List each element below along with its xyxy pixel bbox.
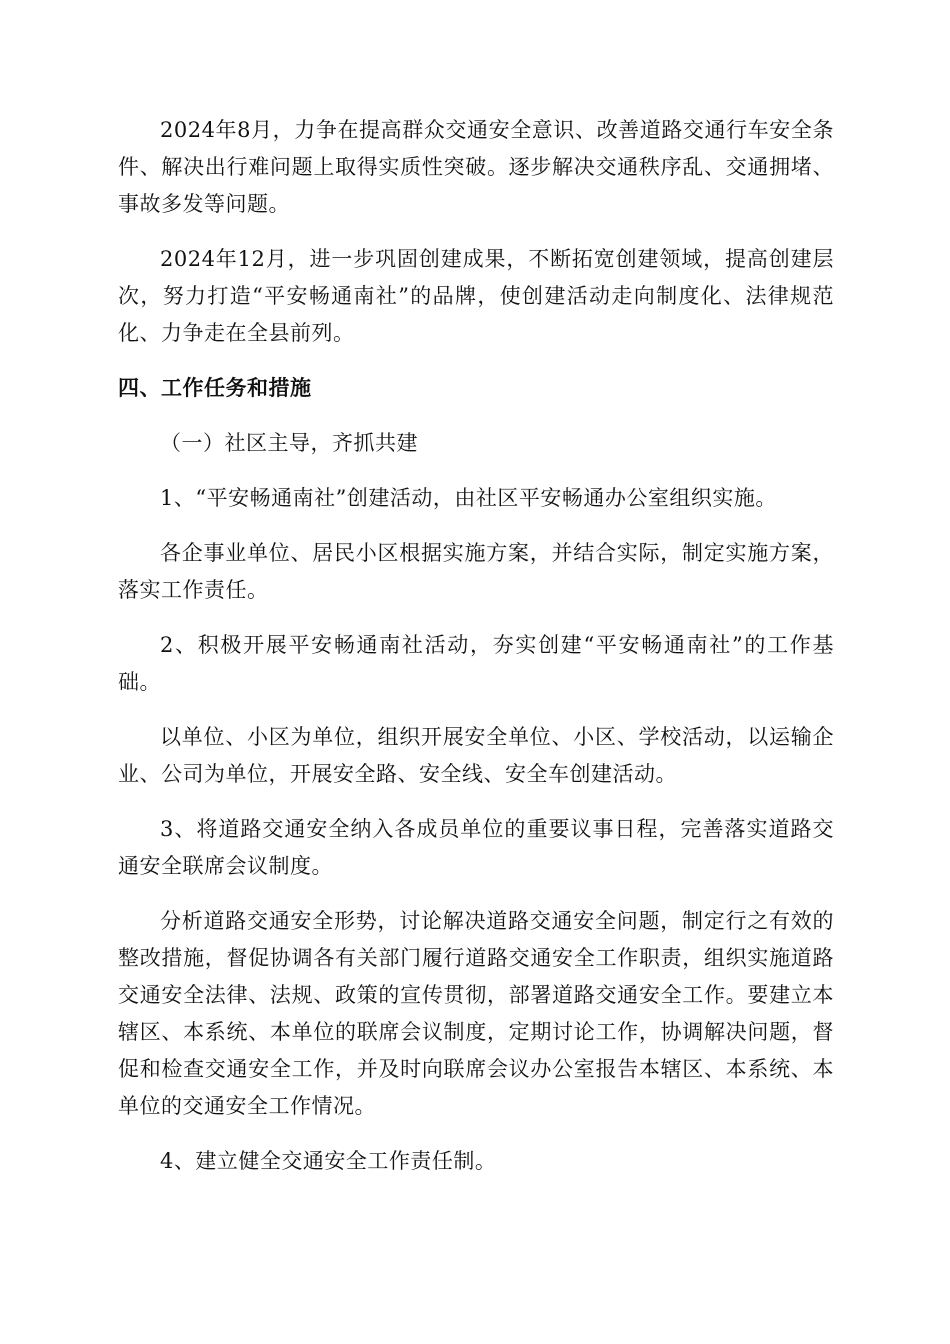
paragraph-item-2: 2、积极开展平安畅通南社活动，夯实创建“平安畅通南社”的工作基础。 (118, 633, 834, 694)
subsection-heading-community: （一）社区主导，齐抓共建 (160, 431, 418, 455)
paragraph-item-2-detail: 以单位、小区为单位，组织开展安全单位、小区、学校活动，以运输企业、公司为单位，开展安全路、安全线、安全车创建活动。 (118, 725, 834, 786)
paragraph-item-3-detail: 分析道路交通安全形势，讨论解决道路交通安全问题，制定行之有效的整改措施，督促协调各有关部门履行道路交通安全工作职责，组织实施道路交通安全法律、法规、政策的宣传贯彻，部署道路交通安全工作。要建立本辖区、本系统、本单位的联席会议制度，定期讨论工作，协调解决问题，督促和检查交通安全工作，并及时向联席会议办公室报告本辖区、本系统、本单位的交通安全工作情况。 (118, 909, 834, 1118)
paragraph-december-goal: 2024年12月，进一步巩固创建成果，不断拓宽创建领域，提高创建层次，努力打造“平安畅通南社”的品牌，使创建活动走向制度化、法律规范化、力争走在全县前列。 (118, 247, 834, 345)
paragraph-august-goal: 2024年8月，力争在提高群众交通安全意识、改善道路交通行车安全条件、解决出行难问题上取得实质性突破。逐步解决交通秩序乱、交通拥堵、事故多发等问题。 (118, 118, 834, 216)
section-heading-tasks: 四、工作任务和措施 (118, 376, 312, 400)
paragraph-item-3: 3、将道路交通安全纳入各成员单位的重要议事日程，完善落实道路交通安全联席会议制度。 (118, 817, 834, 878)
paragraph-item-1: 1、“平安畅通南社”创建活动，由社区平安畅通办公室组织实施。 (160, 486, 777, 510)
paragraph-item-1-detail: 各企事业单位、居民小区根据实施方案，并结合实际，制定实施方案，落实工作责任。 (118, 541, 834, 602)
paragraph-item-4: 4、建立健全交通安全工作责任制。 (160, 1149, 497, 1173)
document-body (118, 112, 834, 1198)
